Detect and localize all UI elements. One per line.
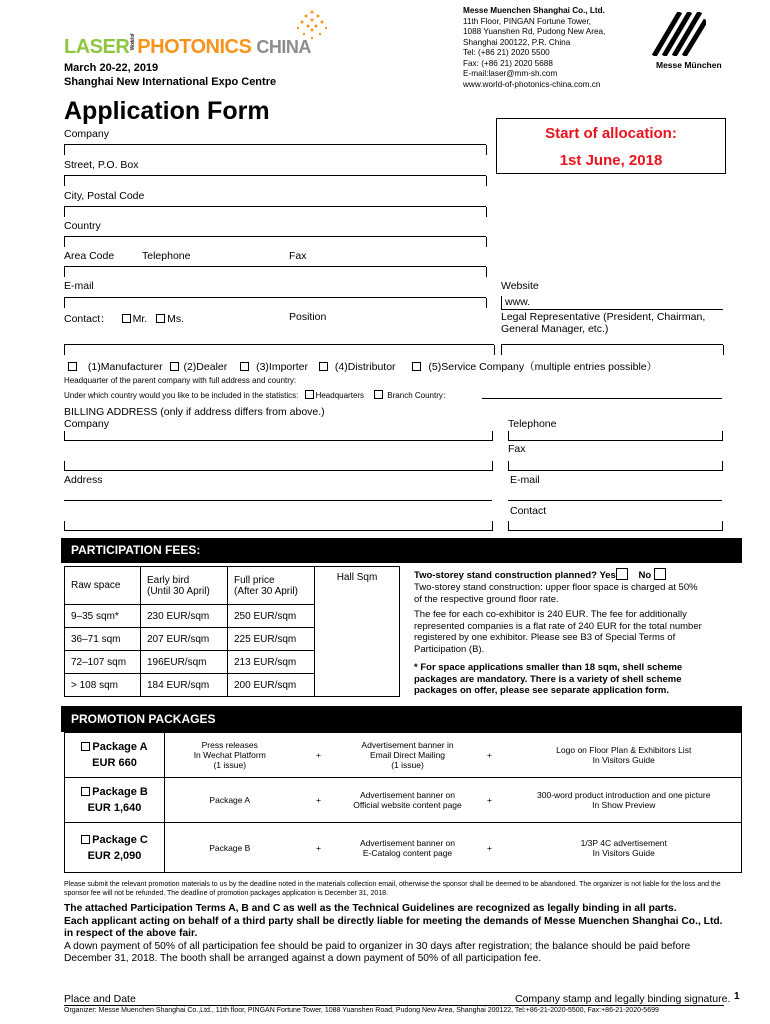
promo-note: Please submit the relevant promotion materials to us by the deadline noted in the materials collection email, otherwise the sponsor shall be deemed to be abandoned. The organizer is not liable for the loss and the sponsor fee will not be refunded. The deadline of promotion packages application is December 31, 2018. [64,881,721,897]
event-venue: Shanghai New International Expo Centre [64,76,277,88]
plus-sign: + [473,778,507,823]
billing-fax-field[interactable] [508,470,722,471]
organizer-tel: Tel: (+86 21) 2020 5500 [463,48,550,57]
manufacturer-label: (1)Manufacturer [87,361,163,373]
table-cell: Press releases In Wechat Platform (1 issue) [165,733,295,778]
fees-table [64,566,400,697]
organizer-website: www.world-of-photonics-china.com.cn [463,79,601,89]
country-field[interactable] [64,236,486,237]
package-a-checkbox[interactable] [81,742,90,751]
legal-rep-label-1: Legal Representative (President, Chairman, [501,311,706,323]
terms-bold-1: The attached Participation Terms A, B and C as well as the Technical Guidelines are recognized as legally binding in all parts. [64,903,677,914]
two-storey-yes-checkbox[interactable] [616,568,628,580]
email-field[interactable] [64,297,486,298]
table-cell: 230 EUR/sqm [141,605,228,628]
area-code-label: Area Code [64,250,115,262]
contact-label: Contact： [64,313,111,325]
organizer-fax: Fax: (+86 21) 2020 5688 [463,58,553,68]
plus-sign: + [295,733,343,778]
billing-address-line-2[interactable] [64,500,492,501]
table-cell: Advertisement banner on E-Catalog content page [343,823,473,873]
table-row [65,567,400,605]
table-cell: 200 EUR/sqm [228,674,315,697]
terms-bold-2: Each applicant acting on behalf of a third party shall be directly liable for meeting the demands of Messe Muenchen Shanghai Co., Ltd. in respect of the above fair. [64,915,723,939]
branch-checkbox[interactable] [374,390,383,399]
table-cell: 36–71 sqm [65,628,141,651]
billing-contact-label: Contact [510,505,547,517]
table-cell: 72–107 sqm [65,651,141,674]
table-cell: 1/3P 4C advertisement In Visitors Guide [507,823,742,873]
allocation-label: Start of allocation: [545,125,677,142]
headquarters-checkbox[interactable] [305,390,314,399]
table-row [65,733,742,778]
ms-checkbox[interactable] [156,314,165,323]
legal-rep-label-2: General Manager, etc.) [501,323,609,335]
organizer-address-3: Shanghai 200122, P.R. China [463,37,571,47]
company-label: Company [64,128,109,140]
table-cell: Package B [165,823,295,873]
package-b-cell[interactable] [65,778,165,823]
logo-china-text: CHINA [256,37,311,58]
package-a-cell[interactable] [65,733,165,778]
importer-label: (3)Importer [256,361,309,373]
branch-label: Branch Country： [387,391,451,400]
footer-divider [64,1005,724,1006]
contact-row [64,311,184,326]
package-c-checkbox[interactable] [81,835,90,844]
exhibitor-category-row [68,359,657,374]
plus-sign: + [295,778,343,823]
table-row [65,823,742,873]
messe-muenchen-logo-icon [650,12,706,56]
fees-header-hall: Hall Sqm [315,567,400,697]
fax-label: Fax [289,250,307,262]
two-storey-label: Two-storey stand construction planned? Yes [414,570,616,581]
package-a-name: Package A [92,741,148,753]
mr-checkbox[interactable] [122,314,131,323]
table-cell: > 108 sqm [65,674,141,697]
plus-sign: + [473,823,507,873]
billing-address-label: Address [64,474,103,486]
organizer-block [463,6,643,90]
city-label: City, Postal Code [64,190,145,202]
billing-email-field[interactable] [508,500,722,501]
plus-sign: + [295,823,343,873]
fees-bar: PARTICIPATION FEES: [61,538,742,563]
contact-field[interactable] [64,344,494,345]
position-label: Position [289,311,327,323]
event-dates: March 20-22, 2019 [64,62,159,74]
phone-fax-field[interactable] [64,266,486,267]
fees-header-early: Early bird (Until 30 April) [141,567,228,605]
coexhibitor-text: The fee for each co-exhibitor is 240 EUR. The fee for additionally represented companies is a flat rate of 240 EUR for the total number registered by one exhibitor. Please see B3 of Special Terms of Participation (B). [414,609,702,655]
branch-country-field[interactable] [482,398,722,399]
stamp-signature-label: Company stamp and legally binding signature. [515,993,731,1005]
billing-email-label: E-mail [510,474,540,486]
billing-fax-label: Fax [508,443,526,455]
billing-telephone-field[interactable] [508,440,722,441]
stats-row [64,390,451,401]
plus-sign: + [473,733,507,778]
organizer-name: Messe Muenchen Shanghai Co., Ltd. [463,6,605,15]
promo-table [64,732,742,873]
table-cell: 225 EUR/sqm [228,628,315,651]
logo-photonics-text: PHOTONICS [137,36,252,59]
distributor-checkbox[interactable] [319,362,328,371]
billing-heading: BILLING ADDRESS (only if address differs from above.) [64,406,325,418]
billing-company-label: Company [64,418,109,430]
package-c-name: Package C [92,833,148,846]
organizer-address-1: 11th Floor, PINGAN Fortune Tower, [463,16,592,26]
package-c-price: EUR 2,090 [87,849,142,862]
hq-text: Headquarter of the parent company with full address and country: [64,376,297,385]
dealer-label: (2)Dealer [183,361,228,373]
messe-muenchen-name: Messe München [656,60,722,70]
form-title: Application Form [64,97,270,125]
mr-label: Mr. [132,313,148,325]
two-storey-no-label: No [638,570,652,581]
ms-label: Ms. [167,313,185,325]
two-storey-question [414,568,666,581]
fees-header-full: Full price (After 30 April) [228,567,315,605]
email-label: E-mail [64,280,94,292]
page-number: 1 [734,991,740,1002]
service-company-checkbox[interactable] [412,362,421,371]
footer-organizer: Organizer: Messe Muenchen Shanghai Co.,Ltd., 11th floor, PINGAN Fortune Tower, 1088 Yuanshen Road, Pudong New Area, Shanghai 200122, Tel:+86-21-2020-5500, Fax:+86-21-2020-5699 [64,1007,659,1014]
logo-world-of-text: World of [130,34,137,51]
promo-bar: PROMOTION PACKAGES [61,706,742,732]
organizer-address-2: 1088 Yuanshen Rd, Pudong New Area, [463,27,606,36]
organizer-email: E-mail:laser@mm-sh.com [463,69,558,78]
allocation-start [496,118,726,174]
city-field[interactable] [64,206,486,207]
table-row [65,778,742,823]
table-cell: 213 EUR/sqm [228,651,315,674]
legal-rep-field[interactable] [501,344,723,345]
dealer-checkbox[interactable] [170,362,179,371]
billing-telephone-label: Telephone [508,418,557,430]
table-cell: 9–35 sqm* [65,605,141,628]
allocation-date: 1st June, 2018 [559,152,663,169]
table-cell: 207 EUR/sqm [141,628,228,651]
terms-block [64,903,734,966]
two-storey-text: Two-storey stand construction: upper floor space is charged at 50% of the respective ground floor rate. [414,582,698,605]
stats-text: Under which country would you like to be included in the statistics: [64,391,299,400]
website-prefix: www. [505,296,531,308]
two-storey-no-checkbox[interactable] [654,568,666,580]
telephone-label: Telephone [142,250,191,262]
importer-checkbox[interactable] [240,362,249,371]
table-cell: 250 EUR/sqm [228,605,315,628]
package-b-price: EUR 1,640 [87,802,142,814]
website-field[interactable] [501,296,723,310]
street-field[interactable] [64,175,486,176]
fees-header-raw: Raw space [65,567,141,605]
table-cell: Advertisement banner on Official website content page [343,778,473,823]
table-cell: Package A [165,778,295,823]
place-date-label: Place and Date [64,993,136,1005]
package-b-name: Package B [92,786,148,798]
package-c-cell[interactable] [65,823,165,873]
billing-address-line-1[interactable] [64,470,492,471]
table-cell: Logo on Floor Plan & Exhibitors List In Visitors Guide [507,733,742,778]
billing-address-line-3[interactable] [64,530,492,531]
table-cell: 184 EUR/sqm [141,674,228,697]
street-label: Street, P.O. Box [64,159,139,171]
package-a-price: EUR 660 [92,757,137,769]
table-cell: Advertisement banner in Email Direct Mailing (1 issue) [343,733,473,778]
billing-contact-field[interactable] [508,530,722,531]
headquarters-label: Headquarters [315,391,365,400]
billing-company-field[interactable] [64,440,492,441]
terms-payment: A down payment of 50% of all participation fee should be paid to organizer in 30 days after registration; the balance should be paid before December 31, 2018. The booth shall be arranged against a down payment of 50% of all participation fee. [64,940,691,964]
shell-scheme-text: * For space applications smaller than 18 sqm, shell scheme packages are mandatory. There is a variety of shell scheme packages on offer, please see separate application form. [414,662,683,696]
table-cell: 196EUR/sqm [141,651,228,674]
country-label: Country [64,220,101,232]
manufacturer-checkbox[interactable] [68,362,77,371]
service-company-label: (5)Service Company（multiple entries possible） [428,361,658,373]
website-label: Website [501,280,539,292]
table-cell: 300-word product introduction and one picture In Show Preview [507,778,742,823]
package-b-checkbox[interactable] [81,787,90,796]
distributor-label: (4)Distributor [334,361,396,373]
event-logo [64,8,334,63]
logo-laser-text: LASER [64,36,130,59]
company-field[interactable] [64,144,486,145]
